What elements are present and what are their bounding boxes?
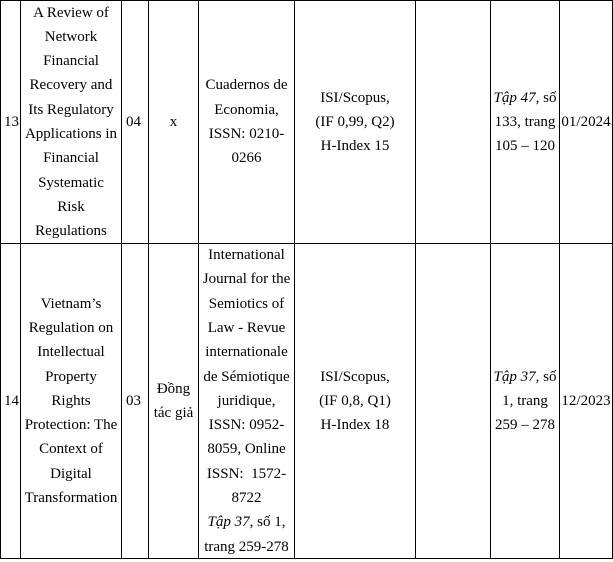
journal-info <box>199 1 294 243</box>
volume-line <box>494 365 557 389</box>
index-line: H-Index 15 <box>320 138 390 155</box>
title-line: Protection: The <box>24 417 118 434</box>
title-line: Regulations <box>35 223 107 240</box>
volume-number: Tập 37 <box>493 368 536 385</box>
volume-number: Tập 47 <box>493 89 536 106</box>
journal-line: Journal for the <box>202 271 291 288</box>
authors-count <box>122 244 148 558</box>
title-line: Transformation <box>24 490 118 507</box>
title-line: Network <box>44 28 98 45</box>
title-line: Systematic <box>38 174 104 191</box>
index-line: (IF 0,99, Q2) <box>315 113 395 130</box>
article-title <box>21 244 121 558</box>
journal-line: internationale <box>205 344 288 361</box>
title-line: A Review of <box>33 4 109 21</box>
journal-info <box>199 244 294 558</box>
authors-count-text: 03 <box>126 392 141 409</box>
title-line: Vietnam’s <box>40 295 102 312</box>
volume-info <box>491 244 559 558</box>
volume-info <box>491 1 559 243</box>
journal-line: de Sémiotique <box>203 368 290 385</box>
title-line: Digital <box>50 465 92 482</box>
author-role <box>149 1 198 243</box>
title-line: Intellectual <box>37 344 105 361</box>
journal-line: ISSN: 0952- <box>208 417 285 434</box>
date-text: 01/2024 <box>561 113 611 130</box>
index-info <box>295 244 415 558</box>
row-number-text: 13 <box>4 113 19 130</box>
authors-count-text: 04 <box>126 113 141 130</box>
journal-line: ISSN: 0210- <box>208 126 285 142</box>
journal-line: ISSN: 1572- <box>206 465 287 482</box>
title-line: Its Regulatory <box>28 101 114 118</box>
publication-date <box>560 1 612 243</box>
journal-line: 8059, Online <box>207 441 286 458</box>
title-line: Applications in <box>24 126 118 142</box>
role-line: Đồng <box>156 380 191 397</box>
issue-label: , số <box>535 368 557 385</box>
journal-line: 0266 <box>231 150 262 167</box>
empty-cell <box>416 1 490 243</box>
journal-line: 8722 <box>231 490 262 507</box>
empty-cell <box>416 244 490 558</box>
journal-volume-number: Tập 37 <box>207 514 250 531</box>
title-line: Financial <box>43 53 99 70</box>
index-line: ISI/Scopus, <box>320 89 390 106</box>
row-divider-bottom <box>0 558 613 559</box>
authors-count <box>122 1 148 243</box>
index-line: ISI/Scopus, <box>320 368 390 385</box>
row-number <box>1 1 20 243</box>
journal-issue-label: , số 1, <box>249 514 286 531</box>
article-title <box>21 1 121 243</box>
title-line: Financial <box>43 150 99 167</box>
volume-line: 259 – 278 <box>495 417 555 434</box>
row-number <box>1 244 20 558</box>
issue-label: , số <box>535 89 557 106</box>
title-line: Regulation on <box>28 319 114 336</box>
title-line: Property <box>45 368 97 385</box>
date-text: 12/2023 <box>561 392 611 409</box>
index-line: H-Index 18 <box>320 417 390 434</box>
title-line: Risk <box>57 198 85 215</box>
volume-line: 133, trang <box>494 113 556 130</box>
journal-line: juridique, <box>217 392 276 409</box>
journal-line: Semiotics of <box>208 295 285 312</box>
role-line: x <box>169 113 178 130</box>
journal-line <box>208 510 286 534</box>
index-line: (IF 0,8, Q1) <box>319 392 391 409</box>
title-line: Context of <box>39 441 103 458</box>
index-info <box>295 1 415 243</box>
journal-line: International <box>208 247 285 264</box>
volume-line <box>494 86 557 110</box>
journal-line: Cuadernos de <box>205 77 288 94</box>
publication-date <box>560 244 612 558</box>
title-line: Recovery and <box>29 77 113 94</box>
role-line: tác giả <box>153 405 194 421</box>
volume-line: 105 – 120 <box>495 138 555 155</box>
author-role <box>149 244 198 558</box>
title-line: Rights <box>51 392 91 409</box>
journal-line: Economia, <box>214 101 279 118</box>
volume-line: 1, trang <box>502 392 548 409</box>
journal-line: Law - Revue <box>207 319 286 336</box>
row-number-text: 14 <box>4 392 19 409</box>
journal-line: trang 259-278 <box>204 538 289 555</box>
